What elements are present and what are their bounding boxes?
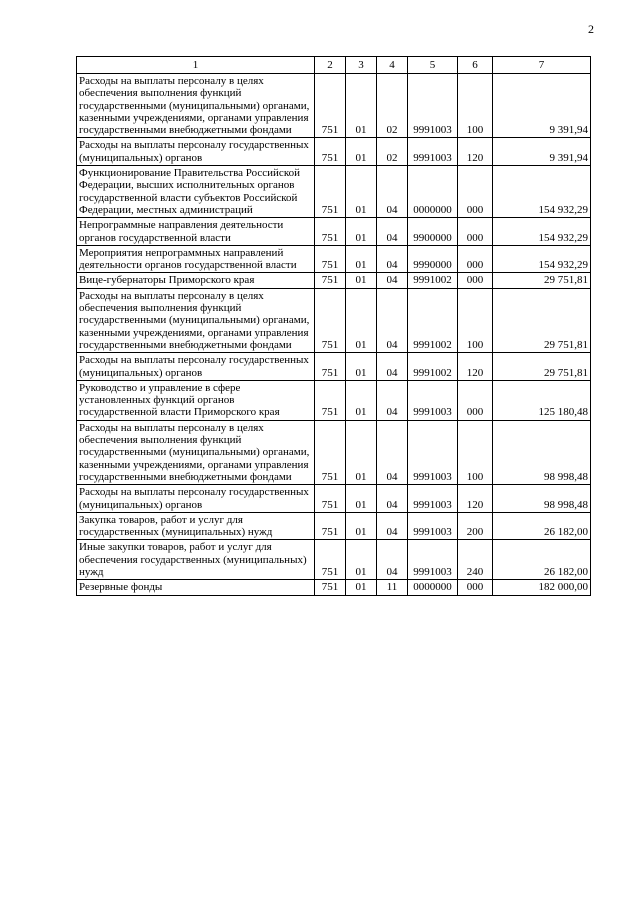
amount-cell: 154 932,29 — [493, 166, 591, 218]
amount-cell: 182 000,00 — [493, 580, 591, 595]
ministry-code-cell: 751 — [315, 218, 346, 246]
row-name-cell: Иные закупки товаров, работ и услуг для обеспечения государственных (муниципальных) нужд — [77, 540, 315, 580]
ministry-code-cell: 751 — [315, 485, 346, 513]
section-code-cell: 01 — [346, 273, 377, 288]
subsection-code-cell: 02 — [377, 74, 408, 138]
table-row — [77, 485, 591, 513]
expense-type-cell: 240 — [458, 540, 493, 580]
row-name-cell: Вице-губернаторы Приморского края — [77, 273, 315, 288]
table-row — [77, 166, 591, 218]
table-row — [77, 74, 591, 138]
expense-type-cell: 120 — [458, 485, 493, 513]
target-article-cell: 0000000 — [408, 166, 458, 218]
section-code-cell: 01 — [346, 420, 377, 484]
target-article-cell: 9991003 — [408, 540, 458, 580]
subsection-code-cell: 04 — [377, 353, 408, 381]
subsection-code-cell: 04 — [377, 420, 408, 484]
ministry-code-cell: 751 — [315, 540, 346, 580]
table-row — [77, 218, 591, 246]
table-row — [77, 420, 591, 484]
section-code-cell: 01 — [346, 166, 377, 218]
subsection-code-cell: 11 — [377, 580, 408, 595]
subsection-code-cell: 04 — [377, 540, 408, 580]
amount-cell: 154 932,29 — [493, 218, 591, 246]
ministry-code-cell: 751 — [315, 74, 346, 138]
ministry-code-cell: 751 — [315, 288, 346, 352]
expense-type-cell: 100 — [458, 74, 493, 138]
expense-type-cell: 100 — [458, 420, 493, 484]
subsection-code-cell: 04 — [377, 380, 408, 420]
table-row — [77, 273, 591, 288]
target-article-cell: 0000000 — [408, 580, 458, 595]
subsection-code-cell: 04 — [377, 485, 408, 513]
amount-cell: 29 751,81 — [493, 353, 591, 381]
expense-type-cell: 000 — [458, 273, 493, 288]
expense-type-cell: 100 — [458, 288, 493, 352]
table-header-row — [77, 57, 591, 74]
header-cell: 6 — [458, 57, 493, 74]
ministry-code-cell: 751 — [315, 245, 346, 273]
ministry-code-cell: 751 — [315, 138, 346, 166]
subsection-code-cell: 04 — [377, 218, 408, 246]
row-name-cell: Расходы на выплаты персоналу государственных (муниципальных) органов — [77, 485, 315, 513]
row-name-cell: Расходы на выплаты персоналу государственных (муниципальных) органов — [77, 138, 315, 166]
subsection-code-cell: 04 — [377, 166, 408, 218]
table-row — [77, 138, 591, 166]
budget-table — [76, 56, 591, 596]
section-code-cell: 01 — [346, 74, 377, 138]
ministry-code-cell: 751 — [315, 353, 346, 381]
expense-type-cell: 120 — [458, 353, 493, 381]
subsection-code-cell: 02 — [377, 138, 408, 166]
section-code-cell: 01 — [346, 353, 377, 381]
amount-cell: 29 751,81 — [493, 273, 591, 288]
section-code-cell: 01 — [346, 288, 377, 352]
section-code-cell: 01 — [346, 540, 377, 580]
section-code-cell: 01 — [346, 245, 377, 273]
amount-cell: 9 391,94 — [493, 74, 591, 138]
target-article-cell: 9991002 — [408, 288, 458, 352]
target-article-cell: 9991003 — [408, 74, 458, 138]
subsection-code-cell: 04 — [377, 512, 408, 540]
amount-cell: 9 391,94 — [493, 138, 591, 166]
row-name-cell: Закупка товаров, работ и услуг для государственных (муниципальных) нужд — [77, 512, 315, 540]
expense-type-cell: 000 — [458, 245, 493, 273]
ministry-code-cell: 751 — [315, 273, 346, 288]
table-row — [77, 245, 591, 273]
row-name-cell: Мероприятия непрограммных направлений деятельности органов государственной власти — [77, 245, 315, 273]
table-row — [77, 512, 591, 540]
section-code-cell: 01 — [346, 485, 377, 513]
ministry-code-cell: 751 — [315, 420, 346, 484]
header-cell: 7 — [493, 57, 591, 74]
section-code-cell: 01 — [346, 580, 377, 595]
expense-type-cell: 000 — [458, 580, 493, 595]
header-cell: 2 — [315, 57, 346, 74]
row-name-cell: Расходы на выплаты персоналу в целях обеспечения выполнения функций государственными (муниципальными) органами, казенными учреждениями, органами управления государственными внебюджетными фондами — [77, 288, 315, 352]
amount-cell: 26 182,00 — [493, 540, 591, 580]
row-name-cell: Функционирование Правительства Российской Федерации, высших исполнительных органов государственной власти субъектов Российской Федерации, местных администраций — [77, 166, 315, 218]
target-article-cell: 9991003 — [408, 485, 458, 513]
amount-cell: 125 180,48 — [493, 380, 591, 420]
section-code-cell: 01 — [346, 512, 377, 540]
target-article-cell: 9991003 — [408, 420, 458, 484]
row-name-cell: Руководство и управление в сфере установленных функций органов государственной власти Приморского края — [77, 380, 315, 420]
amount-cell: 154 932,29 — [493, 245, 591, 273]
header-cell: 4 — [377, 57, 408, 74]
expense-type-cell: 000 — [458, 166, 493, 218]
page-number: 2 — [588, 22, 594, 36]
target-article-cell: 9991003 — [408, 138, 458, 166]
subsection-code-cell: 04 — [377, 245, 408, 273]
amount-cell: 98 998,48 — [493, 420, 591, 484]
table-row — [77, 288, 591, 352]
section-code-cell: 01 — [346, 218, 377, 246]
amount-cell: 29 751,81 — [493, 288, 591, 352]
row-name-cell: Непрограммные направления деятельности органов государственной власти — [77, 218, 315, 246]
expense-type-cell: 200 — [458, 512, 493, 540]
expense-type-cell: 000 — [458, 380, 493, 420]
target-article-cell: 9990000 — [408, 245, 458, 273]
target-article-cell: 9991002 — [408, 353, 458, 381]
table-row — [77, 540, 591, 580]
row-name-cell: Расходы на выплаты персоналу государственных (муниципальных) органов — [77, 353, 315, 381]
amount-cell: 26 182,00 — [493, 512, 591, 540]
ministry-code-cell: 751 — [315, 166, 346, 218]
row-name-cell: Расходы на выплаты персоналу в целях обеспечения выполнения функций государственными (муниципальными) органами, казенными учреждениями, органами управления государственными внебюджетными фондами — [77, 74, 315, 138]
header-cell: 5 — [408, 57, 458, 74]
header-cell: 3 — [346, 57, 377, 74]
target-article-cell: 9900000 — [408, 218, 458, 246]
subsection-code-cell: 04 — [377, 288, 408, 352]
expense-type-cell: 000 — [458, 218, 493, 246]
ministry-code-cell: 751 — [315, 380, 346, 420]
expense-type-cell: 120 — [458, 138, 493, 166]
target-article-cell: 9991003 — [408, 512, 458, 540]
subsection-code-cell: 04 — [377, 273, 408, 288]
table-row — [77, 353, 591, 381]
target-article-cell: 9991002 — [408, 273, 458, 288]
section-code-cell: 01 — [346, 380, 377, 420]
row-name-cell: Резервные фонды — [77, 580, 315, 595]
section-code-cell: 01 — [346, 138, 377, 166]
header-cell: 1 — [77, 57, 315, 74]
ministry-code-cell: 751 — [315, 512, 346, 540]
table-row — [77, 380, 591, 420]
target-article-cell: 9991003 — [408, 380, 458, 420]
ministry-code-cell: 751 — [315, 580, 346, 595]
row-name-cell: Расходы на выплаты персоналу в целях обеспечения выполнения функций государственными (муниципальными) органами, казенными учреждениями, органами управления государственными внебюджетными фондами — [77, 420, 315, 484]
amount-cell: 98 998,48 — [493, 485, 591, 513]
table-row — [77, 580, 591, 595]
